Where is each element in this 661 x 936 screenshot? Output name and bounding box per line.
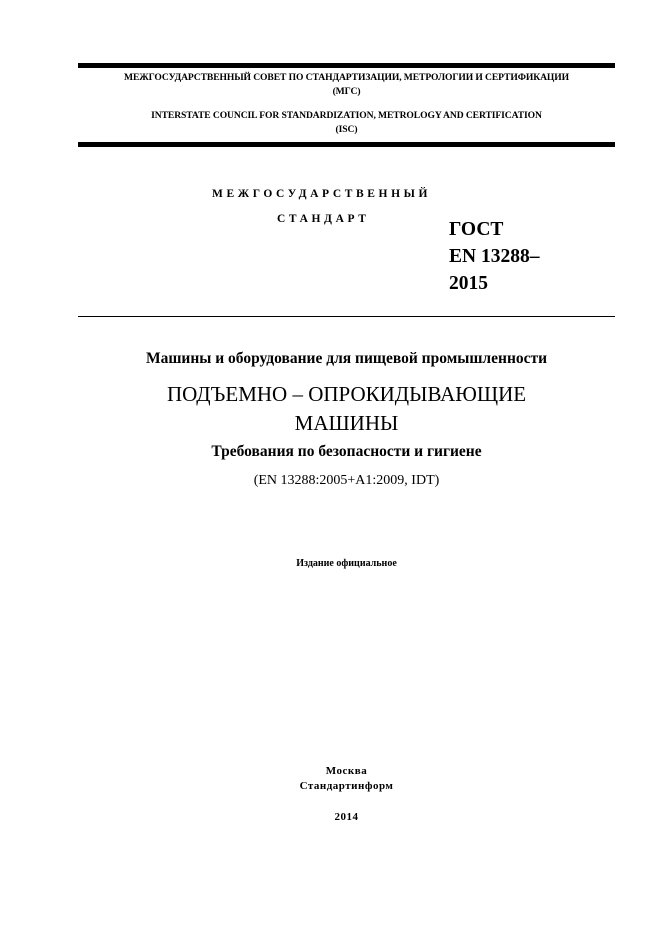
document-title-line1: ПОДЪЕМНО – ОПРОКИДЫВАЮЩИЕ [166,382,527,406]
title-divider-rule [78,316,615,317]
edition-note: Издание официальное [296,558,397,569]
subject-area: Машины и оборудование для пищевой промышленности [145,350,548,367]
publication-city: Москва [325,765,368,777]
document-title-line2: МАШИНЫ [294,411,399,435]
council-abbr-ru: (МГС) [332,86,361,97]
header-bottom-thick-rule [78,142,615,147]
council-name-en: INTERSTATE COUNCIL FOR STANDARDIZATION, METROLOGY AND CERTIFICATION [151,110,542,121]
publisher-name: Стандартинформ [299,780,394,792]
standard-code-line2: EN 13288– [449,246,540,267]
standard-code-line3: 2015 [449,273,488,294]
top-thick-rule [78,63,615,68]
standard-type-line1: МЕЖГОСУДАРСТВЕННЫЙ [212,188,432,200]
standard-code-line1: ГОСТ [449,219,504,240]
publication-year: 2014 [334,811,359,823]
council-abbr-en: (ISC) [335,124,358,135]
document-subtitle: Требования по безопасности и гигиене [211,443,482,460]
identity-reference: (EN 13288:2005+A1:2009, IDT) [253,473,440,488]
standard-type-line2: СТАНДАРТ [277,213,370,225]
council-name-ru: МЕЖГОСУДАРСТВЕННЫЙ СОВЕТ ПО СТАНДАРТИЗАЦИИ, МЕТРОЛОГИИ И СЕРТИФИКАЦИИ [124,72,569,83]
